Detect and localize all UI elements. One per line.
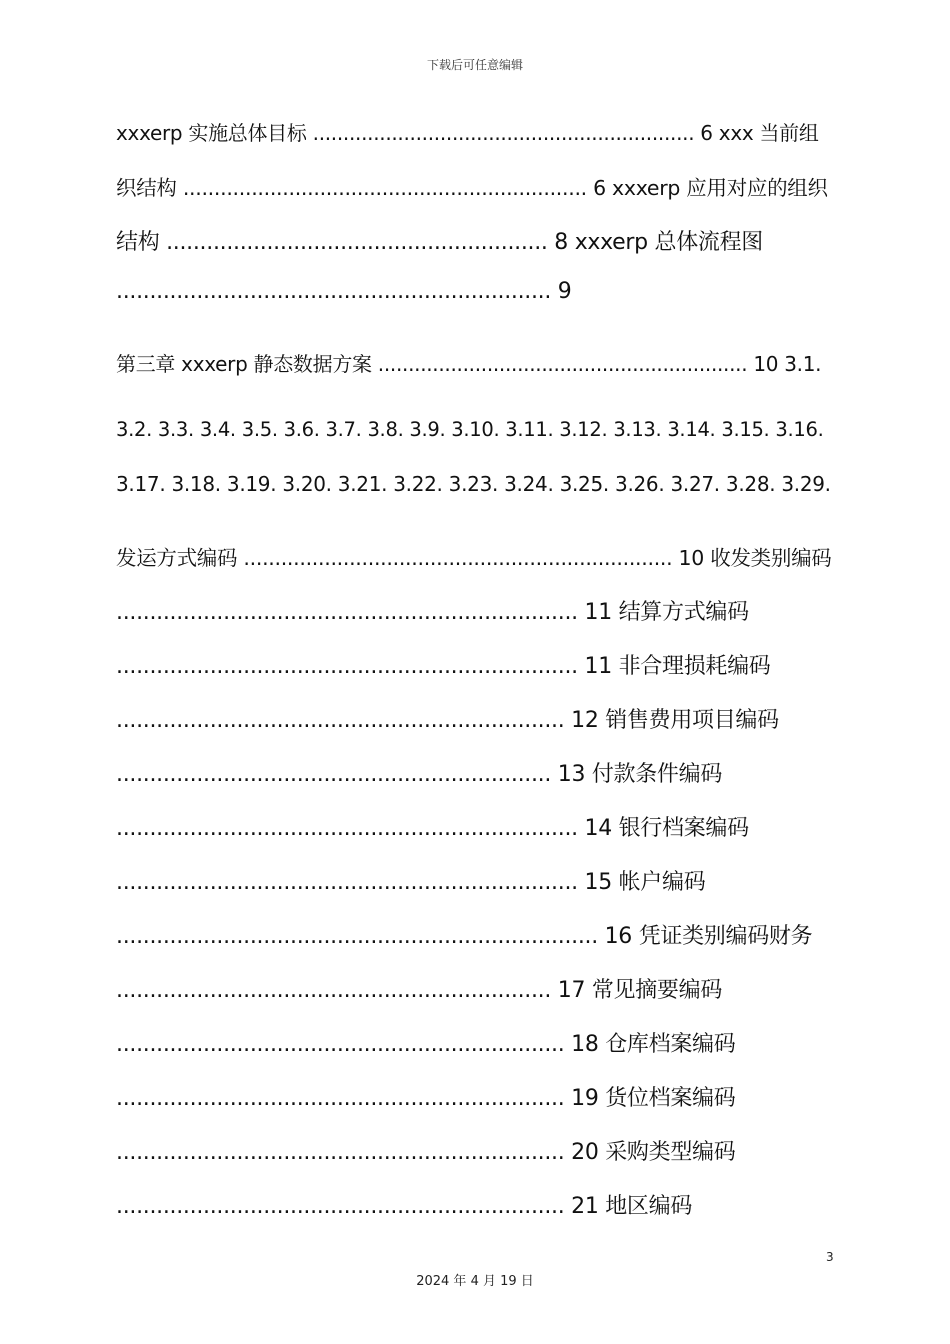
toc-line: ................................................................. 17 常见摘要编码 [116,978,723,1003]
toc-line: ..................................................................... 11 结算方式编码 [116,600,749,625]
toc-line: ........................................................................ 16 凭证类别编码财务 [116,924,813,949]
toc-line: ................................................................. 9 [116,279,572,304]
toc-line: ................................................................... 19 货位档案编码 [116,1086,736,1111]
toc-line: 第三章 xxxerp 静态数据方案 ............................................................. 10 3.1. [116,352,822,376]
toc-line: ..................................................................... 14 银行档案编码 [116,816,749,841]
toc-line: 发运方式编码 ..................................................................... 10 收发类别编码 [116,546,832,570]
toc-line: 3.2. 3.3. 3.4. 3.5. 3.6. 3.7. 3.8. 3.9. 3.10. 3.11. 3.12. 3.13. 3.14. 3.15. 3.16. [116,418,824,441]
page-header: 下载后可任意编辑 [426,58,523,72]
toc-line: ................................................................... 18 仓库档案编码 [116,1032,736,1057]
page-footer-date: 2024 年 4 月 19 日 [416,1274,534,1289]
toc-line: ..................................................................... 15 帐户编码 [116,870,706,895]
toc-line: ................................................................... 21 地区编码 [116,1194,693,1219]
page-number: 3 [826,1250,834,1264]
toc-line: ..................................................................... 11 非合理损耗编码 [116,654,771,679]
toc-line: ................................................................... 12 销售费用项目编码 [116,708,779,733]
toc-line: 3.17. 3.18. 3.19. 3.20. 3.21. 3.22. 3.23. 3.24. 3.25. 3.26. 3.27. 3.28. 3.29. [116,472,831,496]
toc-line: ................................................................... 20 采购类型编码 [116,1140,736,1165]
toc-line: 结构 ......................................................... 8 xxxerp 总体流程图 [116,230,764,255]
toc-line: 织结构 ................................................................. 6 xxxerp 应用对应的组织 [116,176,828,200]
toc-line: ................................................................. 13 付款条件编码 [116,762,723,787]
toc-line: xxxerp 实施总体目标 ............................................................... 6 xxx 当前组 [116,121,819,145]
